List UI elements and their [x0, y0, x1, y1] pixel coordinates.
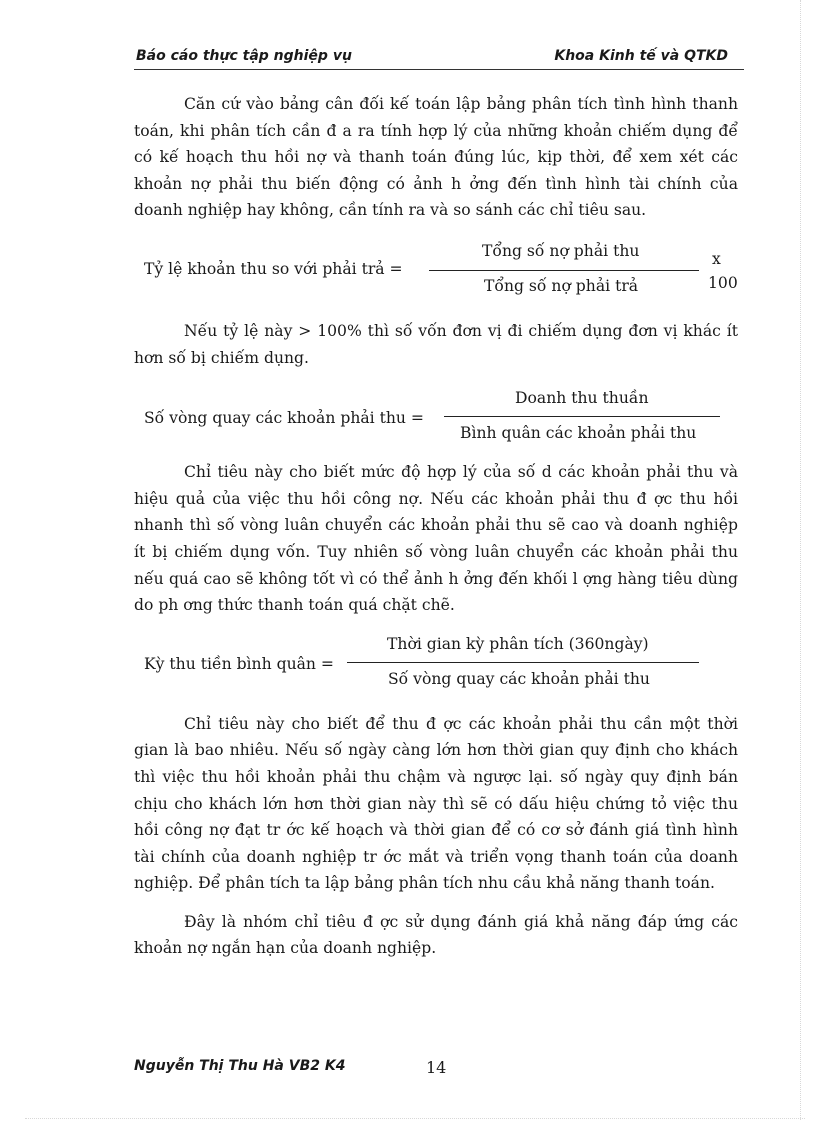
formula-collection-period	[134, 635, 738, 699]
formula-ratio-denominator: Tổng số nợ phải trả	[484, 276, 639, 295]
page-edge-bottom	[25, 1118, 805, 1119]
formula-collection-period-numerator: Thời gian kỳ phân tích (360ngày)	[387, 634, 649, 653]
formula-collection-period-fraction-bar	[347, 662, 699, 663]
document-body	[134, 91, 738, 962]
formula-collection-period-label: Kỳ thu tiền bình quân =	[144, 654, 334, 673]
paragraph-group-intro: Đây là nhóm chỉ tiêu đ ợc sử dụng đánh giá khả năng đáp ứng các khoản nợ ngắn hạn của doanh nghiệp.	[134, 912, 738, 958]
formula-ratio	[134, 242, 738, 306]
formula-turnover-label: Số vòng quay các khoản phải thu =	[144, 409, 424, 428]
paragraph-intro: Căn cứ vào bảng cân đối kế toán lập bảng phân tích tình hình thanh toán, khi phân tích cần đ a ra tính hợp lý của những khoản chiếm dụng để có kế hoạch thu hồi nợ và thanh toán đúng lúc, kịp thời, để xem xét các khoản nợ phải thu biến động có ảnh h ởng đến tình hình tài chính của doanh nghiệp hay không, cần tính ra và so sánh các chỉ tiêu sau.	[134, 95, 738, 220]
formula-turnover-numerator: Doanh thu thuần	[515, 389, 649, 408]
formula-ratio-multiplier-x: x	[712, 249, 721, 268]
paragraph-ratio-note: Nếu tỷ lệ này > 100% thì số vốn đơn vị đi chiếm dụng đơn vị khác ít hơn số bị chiếm dụng.	[134, 321, 738, 367]
formula-turnover-denominator: Bình quân các khoản phải thu	[460, 424, 697, 443]
page-header	[134, 47, 744, 70]
paragraph-collection-note: Chỉ tiêu này cho biết để thu đ ợc các khoản phải thu cần một thời gian là bao nhiêu. Nếu số ngày càng lớn hơn thời gian quy định cho khách thì việc thu hồi khoản phải thu chậm và ngược lại. số ngày quy định bán chịu cho khách lớn hơn thời gian này thì sẽ có dấu hiệu chứng tỏ việc thu hồi công nợ đạt tr ớc kế hoạch và thời gian để có cơ sở đánh giá tình hình tài chính của doanh nghiệp tr ớc mắt và triển vọng thanh toán của doanh nghiệp. Để phân tích ta lập bảng phân tích nhu cầu khả năng thanh toán.	[134, 714, 738, 893]
page-edge-right	[800, 0, 801, 1120]
formula-turnover	[134, 389, 738, 453]
formula-ratio-label: Tỷ lệ khoản thu so với phải trả =	[144, 259, 403, 278]
page-number: 14	[426, 1058, 447, 1077]
footer-author: Nguyễn Thị Thu Hà VB2 K4	[134, 1058, 346, 1074]
header-faculty: Khoa Kinh tế và QTKD	[554, 48, 728, 64]
formula-turnover-fraction-bar	[444, 416, 720, 417]
formula-collection-period-denominator: Số vòng quay các khoản phải thu	[388, 669, 650, 688]
formula-ratio-numerator: Tổng số nợ phải thu	[482, 241, 640, 260]
header-report-title: Báo cáo thực tập nghiệp vụ	[136, 48, 352, 64]
paragraph-turnover-note: Chỉ tiêu này cho biết mức độ hợp lý của số d các khoản phải thu và hiệu quả của việc thu hồi công nợ. Nếu các khoản phải thu đ ợc thu hồi nhanh thì số vòng luân chuyển các khoản phải thu sẽ cao và doanh nghiệp ít bị chiếm dụng vốn. Tuy nhiên số vòng luân chuyển các khoản phải thu nếu quá cao sẽ không tốt vì có thể ảnh h ởng đến khối l ợng hàng tiêu dùng do ph ơng thức thanh toán quá chặt chẽ.	[134, 463, 738, 615]
formula-ratio-fraction-bar	[429, 270, 699, 271]
formula-ratio-multiplier-100: 100	[708, 273, 738, 292]
